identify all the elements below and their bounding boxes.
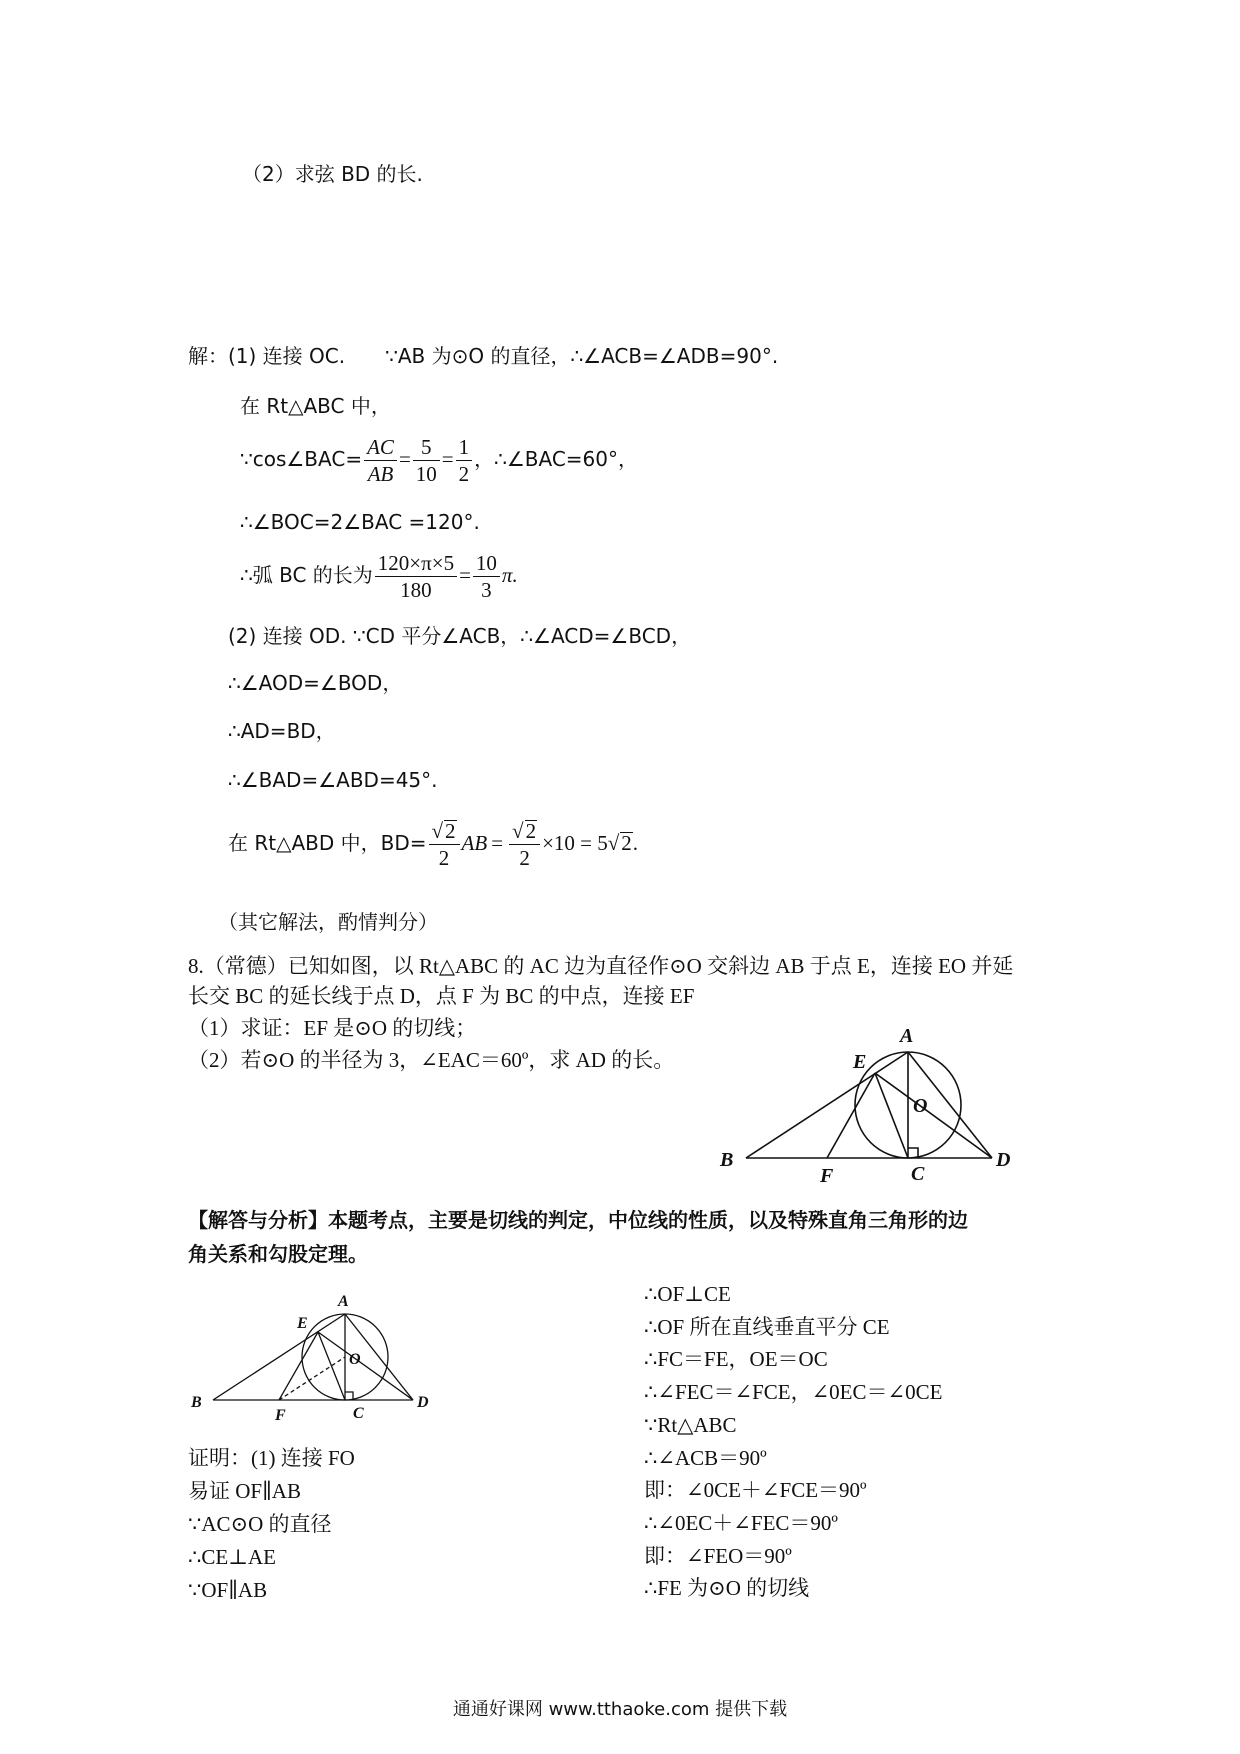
fraction-numerator: 120×π×5 <box>375 550 457 577</box>
solution-line-2: 在 Rt△ABC 中， <box>240 394 391 418</box>
label-d: D <box>996 1149 1011 1171</box>
proof-left-line: 证明：(1) 连接 FO <box>188 1446 355 1470</box>
geometry-figure-2 <box>185 1290 445 1430</box>
solution-line-5 <box>240 550 518 603</box>
line-ef <box>279 1332 318 1400</box>
fraction-denominator: 3 <box>481 578 492 602</box>
label-b: B <box>191 1394 202 1411</box>
proof-right-line: ∴∠0EC＋∠FEC＝90º <box>644 1510 838 1535</box>
label-c: C <box>353 1405 364 1422</box>
right-angle-mark <box>345 1392 353 1400</box>
q8-line-1: 8.（常德）已知如图，以 Rt△ABC 的 AC 边为直径作⊙O 交斜边 AB 于点 E，连接 EO 并延 <box>188 954 1014 978</box>
proof-right-line: 即：∠FEO＝90º <box>644 1543 792 1568</box>
solution-line-10 <box>228 818 638 871</box>
label-e: E <box>297 1315 308 1332</box>
fraction-arc-length <box>375 550 457 603</box>
fraction-denominator: AB <box>367 462 394 486</box>
equals-sign: = <box>491 831 504 855</box>
fraction-ac-ab <box>364 434 397 487</box>
solution-note: （其它解法，酌情判分） <box>218 910 438 934</box>
q8-line-4: （2）若⊙O 的半径为 3，∠EAC＝60º，求 AD 的长。 <box>188 1048 675 1072</box>
ab-term: AB <box>461 831 488 855</box>
arc-length-text: ∴弧 BC 的长为 <box>240 563 373 587</box>
fraction-denominator: 180 <box>400 578 432 602</box>
solution-line-1: 解：(1) 连接 OC. ∵AB 为⊙O 的直径，∴∠ACB=∠ADB=90°. <box>188 344 779 368</box>
solution-line-4: ∴∠BOC=2∠BAC =120°. <box>240 510 480 534</box>
sqrt-radicand: 2 <box>621 831 632 855</box>
fraction-denominator: 2 <box>438 846 450 870</box>
line-ba <box>213 1314 345 1400</box>
label-o: O <box>349 1351 361 1368</box>
fraction-numerator: 5 <box>413 434 440 461</box>
fraction-denominator: 2 <box>519 846 530 870</box>
sqrt-sign-icon: √ <box>512 819 524 843</box>
sqrt-sign-icon: √ <box>607 831 620 855</box>
label-a: A <box>338 1293 349 1310</box>
proof-right-line: ∴OF 所在直线垂直平分 CE <box>644 1314 890 1339</box>
label-a: A <box>900 1025 914 1047</box>
bd-text: 在 Rt△ABD 中，BD= <box>228 831 427 855</box>
solution-line-6: (2) 连接 OD. ∵CD 平分∠ACB，∴∠ACD=∠BCD， <box>228 624 692 648</box>
line-ed <box>875 1073 992 1158</box>
analysis-line-1: 【解答与分析】本题考点，主要是切线的判定，中位线的性质，以及特殊直角三角形的边 <box>188 1208 968 1232</box>
line-ba <box>746 1052 908 1158</box>
page-footer: 通通好课网 www.tthaoke.com 提供下载 <box>452 1699 788 1720</box>
pi-suffix: π. <box>501 563 518 587</box>
fraction-denominator: 10 <box>415 462 437 486</box>
solution-line-3 <box>240 434 638 487</box>
proof-right-line: ∴FC＝FE，OE＝OC <box>644 1347 828 1372</box>
solution-line-8: ∴AD=BD， <box>228 719 336 743</box>
proof-left-line: 易证 OF∥AB <box>188 1479 301 1503</box>
fraction-numerator: 10 <box>473 550 500 577</box>
sqrt-radicand: 2 <box>445 819 456 843</box>
geometry-figure-1 <box>700 1020 1030 1195</box>
label-f: F <box>275 1407 286 1424</box>
proof-right-line: ∴∠FEC＝∠FCE，∠0EC＝∠0CE <box>644 1380 943 1405</box>
right-angle-mark <box>908 1148 918 1158</box>
proof-left-line: ∴CE⊥AE <box>188 1545 276 1569</box>
solution-line-9: ∴∠BAD=∠ABD=45°. <box>228 768 438 792</box>
fraction-denominator: 2 <box>458 462 470 486</box>
label-o: O <box>913 1095 928 1117</box>
solution-line-7: ∴∠AOD=∠BOD， <box>228 671 403 695</box>
proof-right-line: ∴OF⊥CE <box>644 1282 731 1306</box>
fraction-numerator: 1 <box>456 434 473 461</box>
times-ten: ×10 = 5 <box>542 831 608 855</box>
q8-line-3: （1）求证：EF 是⊙O 的切线； <box>188 1016 477 1040</box>
conclusion-bac: ，∴∠BAC=60°， <box>474 447 639 471</box>
proof-right-line: ∵Rt△ABC <box>644 1412 737 1437</box>
equals-sign: = <box>441 447 454 471</box>
sqrt-radicand: 2 <box>525 819 537 843</box>
label-d: D <box>417 1394 429 1411</box>
label-f: F <box>820 1165 834 1187</box>
fraction-10-3 <box>473 550 500 603</box>
analysis-line-2: 角关系和勾股定理。 <box>188 1242 368 1266</box>
equals-sign: = <box>398 447 411 471</box>
label-c: C <box>911 1163 925 1185</box>
fraction-sqrt2-2 <box>429 818 460 871</box>
proof-left-line: ∵OF∥AB <box>188 1578 268 1602</box>
period: . <box>632 831 639 855</box>
fraction-5-10 <box>413 434 440 487</box>
proof-left-line: ∵AC⊙O 的直径 <box>188 1512 332 1536</box>
proof-right-line: ∴FE 为⊙O 的切线 <box>644 1576 810 1601</box>
cos-expression: ∵cos∠BAC= <box>240 447 363 471</box>
sqrt-sign-icon: √ <box>431 819 444 843</box>
dashed-line-fo <box>279 1357 345 1400</box>
q8-line-2: 长交 BC 的延长线于点 D，点 F 为 BC 的中点，连接 EF <box>188 984 695 1008</box>
fraction-sqrt2-2-b <box>509 818 540 871</box>
label-e: E <box>853 1051 867 1073</box>
proof-right-line: 即：∠0CE＋∠FCE＝90º <box>644 1478 867 1503</box>
proof-right-line: ∴∠ACB＝90º <box>644 1445 767 1470</box>
label-b: B <box>720 1149 734 1171</box>
equals-sign: = <box>459 563 471 587</box>
part2-question: （2）求弦 BD 的长. <box>242 162 423 186</box>
line-ef <box>827 1073 875 1158</box>
fraction-1-2 <box>456 434 473 487</box>
fraction-numerator: AC <box>364 434 397 461</box>
